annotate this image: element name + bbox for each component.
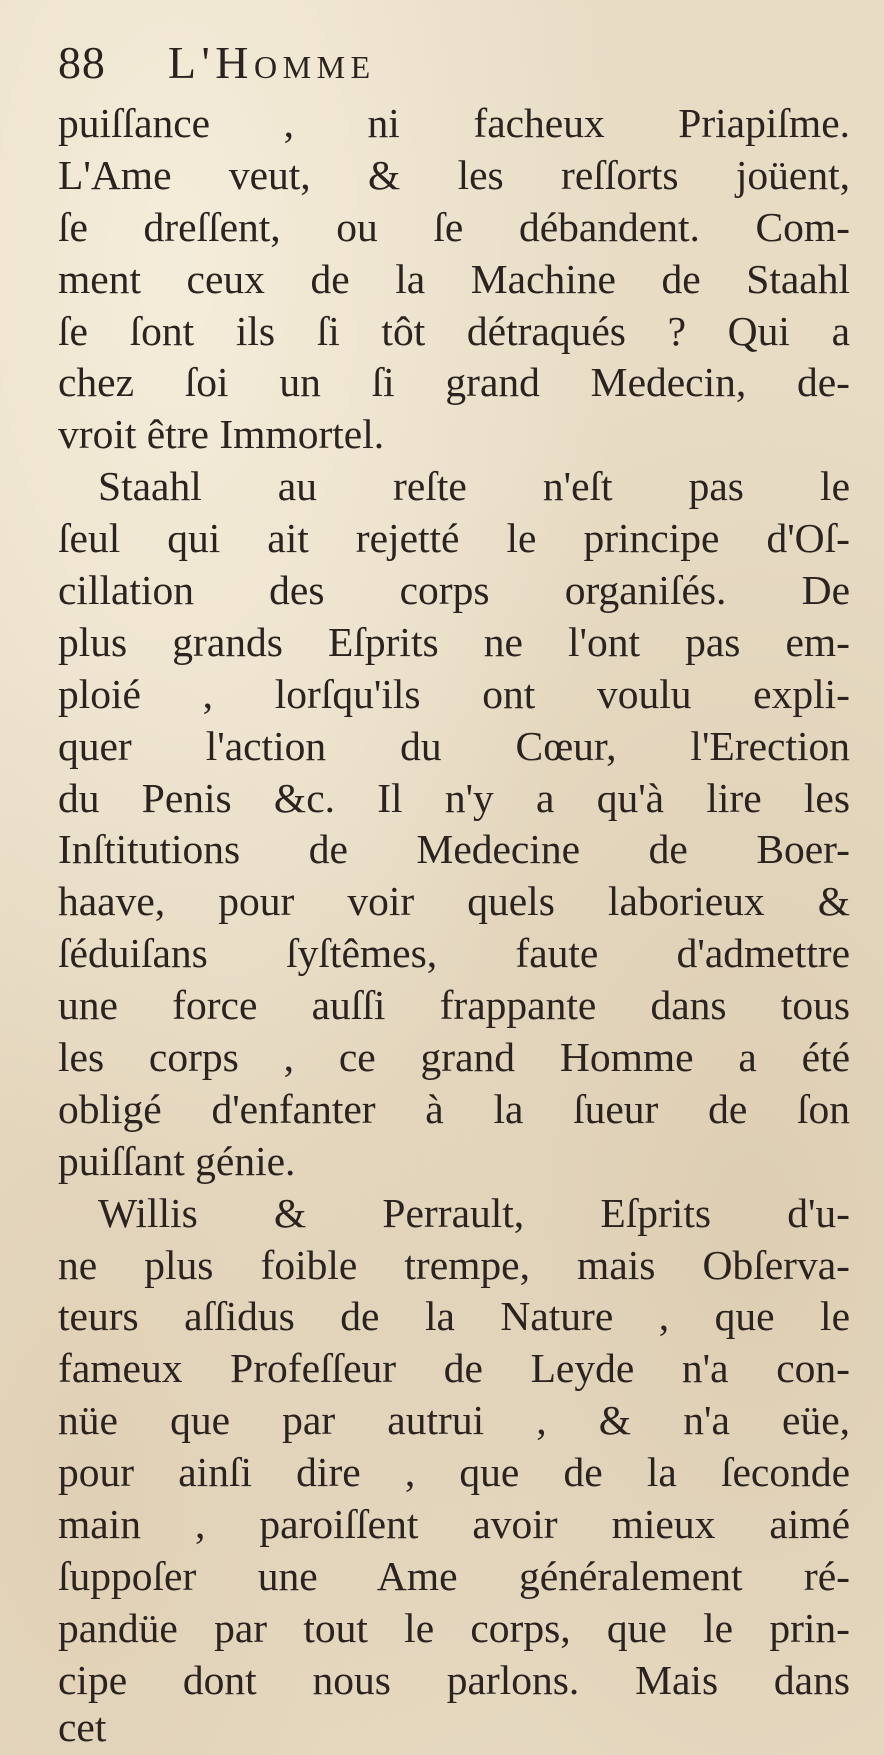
text-line: ment ceux de la Machine de Staahl <box>58 255 850 302</box>
text-line: pandüe par tout le corps, que le prin- <box>58 1604 850 1651</box>
text-line: cillation des corps organiſés. De <box>58 567 850 614</box>
running-head <box>58 28 850 98</box>
text-line: main , paroiſſent avoir mieux aimé <box>58 1501 850 1548</box>
text-line: haave, pour voir quels laborieux & <box>58 878 850 925</box>
text-line: ne plus foible trempe, mais Obſerva- <box>58 1241 850 1288</box>
page-number: 88 <box>58 37 106 88</box>
body-text <box>58 98 850 1750</box>
text-line: puiſſance , ni facheux Priapiſme. <box>58 100 850 146</box>
text-line: ſuppoſer une Ame généralement ré- <box>58 1552 850 1599</box>
running-title: L'Homme <box>167 37 376 88</box>
text-line: ploié , lorſqu'ils ont voulu expli- <box>58 670 850 717</box>
text-line: une force auſſi frappante dans tous <box>58 982 850 1029</box>
text-line: Inſtitutions de Medecine de Boer- <box>58 826 850 873</box>
text-line: pour ainſi dire , que de la ſeconde <box>58 1449 850 1496</box>
text-line: Willis & Perrault, Eſprits d'u- <box>98 1189 850 1236</box>
text-line: fameux Profeſſeur de Leyde n'a con- <box>58 1345 850 1392</box>
text-line: plus grands Eſprits ne l'ont pas em- <box>58 618 850 665</box>
text-line: vroit être Immortel. <box>58 411 385 458</box>
text-line: obligé d'enfanter à la ſueur de ſon <box>58 1085 850 1132</box>
text-line: Staahl au reſte n'eſt pas le <box>98 463 850 510</box>
text-line: chez ſoi un ſi grand Medecin, de- <box>58 359 850 406</box>
text-line: cipe dont nous parlons. Mais dans <box>58 1656 850 1703</box>
text-line: les corps , ce grand Homme a été <box>58 1034 850 1081</box>
text-line: ſeul qui ait rejetté le principe d'Oſ- <box>58 515 850 562</box>
text-line: teurs aſſidus de la Nature , que le <box>58 1293 850 1340</box>
text-line: du Penis &c. Il n'y a qu'à lire les <box>58 774 850 821</box>
text-line: quer l'action du Cœur, l'Erection <box>58 722 850 769</box>
text-line: L'Ame veut, & les reſſorts joüent, <box>58 151 850 198</box>
text-line: ſe dreſſent, ou ſe débandent. Com- <box>58 203 850 250</box>
text-line: nüe que par autrui , & n'a eüe, <box>58 1397 850 1444</box>
text-line: ſéduiſans ſyſtêmes, faute d'admettre <box>58 930 850 977</box>
text-line: ſe ſont ils ſi tôt détraqués ? Qui a <box>58 307 850 354</box>
catchword: cet <box>58 1703 107 1750</box>
text-line: puiſſant génie. <box>58 1137 296 1184</box>
